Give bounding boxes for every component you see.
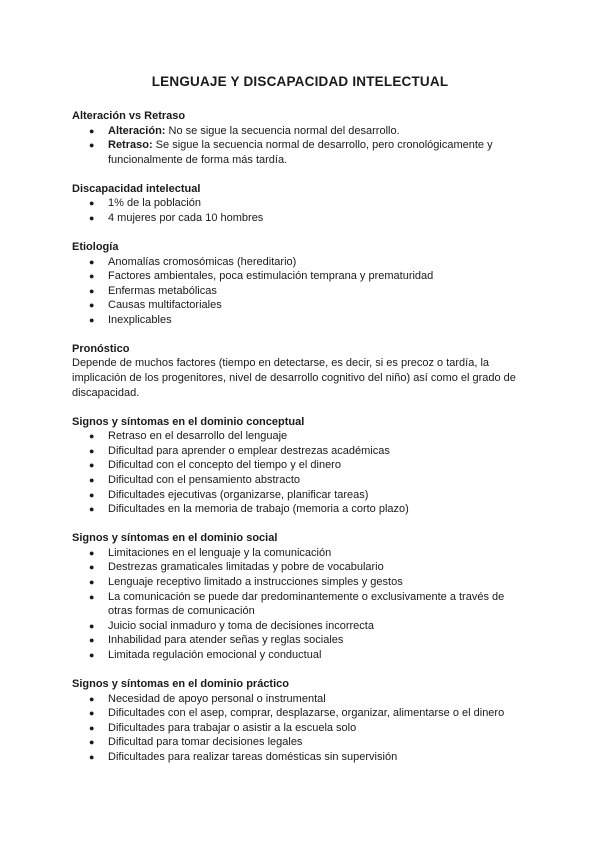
list-item-text: Causas multifactoriales <box>108 299 222 312</box>
list-item <box>72 124 522 139</box>
list-item <box>72 444 522 459</box>
section-discapacidad-intelectual <box>72 182 522 226</box>
list-item <box>72 575 522 590</box>
list-item <box>72 196 522 211</box>
bullet-icon: ● <box>89 547 95 558</box>
section-paragraph: Depende de muchos factores (tiempo en detectarse, es decir, si es precoz o tardía, la implicación de los progenitores, nivel de desarrollo cognitivo del niño) así como el grado de discapacidad. <box>72 357 516 399</box>
list-item-text: La comunicación se puede dar predominantemente o exclusivamente a través de otras formas de comunicación <box>108 590 505 618</box>
bullet-icon: ● <box>89 562 95 573</box>
list-item <box>72 298 522 313</box>
bullet-icon: ● <box>89 635 95 646</box>
bullet-icon: ● <box>89 504 95 515</box>
section-heading: Pronóstico <box>72 342 130 355</box>
section-dominio-conceptual <box>72 415 522 517</box>
bullet-list <box>72 692 522 765</box>
bullet-icon: ● <box>89 591 95 602</box>
bullet-icon: ● <box>89 576 95 587</box>
list-item <box>72 648 522 663</box>
list-item <box>72 458 522 473</box>
bullet-icon: ● <box>89 300 95 311</box>
list-item-text: Necesidad de apoyo personal o instrumental <box>108 692 326 705</box>
list-item <box>72 138 522 167</box>
bullet-icon: ● <box>89 271 95 282</box>
document-title: LENGUAJE Y DISCAPACIDAD INTELECTUAL <box>151 74 449 89</box>
list-item <box>72 560 522 575</box>
list-item-text: Limitada regulación emocional y conductual <box>108 648 322 661</box>
list-item-text: Dificultades con el asep, comprar, desplazarse, organizar, alimentarse o el dinero <box>108 707 505 720</box>
list-item-text: Dificultades en la memoria de trabajo (memoria a corto plazo) <box>108 503 409 516</box>
list-item-text: Dificultad para tomar decisiones legales <box>108 736 303 749</box>
list-item-text: Inexplicables <box>108 313 172 326</box>
list-item <box>72 735 522 750</box>
section-heading: Etiología <box>72 240 119 253</box>
list-item-text: Enfermas metabólicas <box>108 284 217 297</box>
list-item-text: Se sigue la secuencia normal de desarrollo, pero cronológicamente y funcionalmente de forma más tardía. <box>108 139 493 166</box>
bullet-icon: ● <box>89 256 95 267</box>
bullet-icon: ● <box>89 751 95 762</box>
list-item-text: Destrezas gramaticales limitadas y pobre de vocabulario <box>108 561 384 574</box>
list-item-text: Dificultades ejecutivas (organizarse, planificar tareas) <box>108 488 369 501</box>
list-item-text: Factores ambientales, poca estimulación temprana y prematuridad <box>108 270 434 283</box>
list-item-text: 1% de la población <box>108 197 201 210</box>
list-item-text: Inhabilidad para atender señas y reglas sociales <box>108 634 344 647</box>
list-item-text: Dificultad con el pensamiento abstracto <box>108 474 300 487</box>
term-label: Retraso: <box>108 139 153 152</box>
bullet-icon: ● <box>89 708 95 719</box>
section-heading: Signos y síntomas en el dominio conceptual <box>72 415 305 428</box>
bullet-icon: ● <box>89 198 95 209</box>
section-dominio-social <box>72 531 522 662</box>
bullet-icon: ● <box>89 489 95 500</box>
list-item <box>72 590 522 619</box>
list-item-text: Retraso en el desarrollo del lenguaje <box>108 430 288 443</box>
bullet-icon: ● <box>89 285 95 296</box>
bullet-icon: ● <box>89 212 95 223</box>
list-item <box>72 269 522 284</box>
list-item-text: Anomalías cromosómicas (hereditario) <box>108 255 297 268</box>
bullet-list <box>72 196 522 225</box>
bullet-list <box>72 255 522 328</box>
bullet-icon: ● <box>89 693 95 704</box>
list-item-text: Limitaciones en el lenguaje y la comunicación <box>108 546 332 559</box>
list-item <box>72 633 522 648</box>
list-item <box>72 619 522 634</box>
list-item-text: Lenguaje receptivo limitado a instrucciones simples y gestos <box>108 575 403 588</box>
list-item-text: Dificultades para realizar tareas domésticas sin supervisión <box>108 750 398 763</box>
bullet-list <box>72 124 522 168</box>
section-heading: Signos y síntomas en el dominio social <box>72 532 278 545</box>
section-heading: Alteración vs Retraso <box>72 110 186 122</box>
list-item <box>72 706 522 721</box>
list-item <box>72 721 522 736</box>
bullet-icon: ● <box>89 722 95 733</box>
bullet-icon: ● <box>89 649 95 660</box>
list-item-text: 4 mujeres por cada 10 hombres <box>108 211 264 224</box>
list-item <box>72 255 522 270</box>
bullet-icon: ● <box>89 475 95 486</box>
bullet-list <box>72 429 522 517</box>
bullet-icon: ● <box>89 314 95 325</box>
bullet-icon: ● <box>89 445 95 456</box>
list-item-text: Dificultades para trabajar o asistir a la escuela solo <box>108 721 357 734</box>
bullet-icon: ● <box>89 431 95 442</box>
section-alteracion-retraso <box>72 109 522 167</box>
section-pronostico <box>72 342 522 400</box>
bullet-list <box>72 546 522 663</box>
bullet-icon: ● <box>89 737 95 748</box>
bullet-icon: ● <box>89 140 95 151</box>
list-item <box>72 284 522 299</box>
bullet-icon: ● <box>89 125 95 136</box>
list-item <box>72 429 522 444</box>
list-item-text: Dificultad con el concepto del tiempo y el dinero <box>108 459 341 472</box>
section-heading: Discapacidad intelectual <box>72 182 201 195</box>
section-dominio-practico <box>72 677 522 765</box>
list-item <box>72 488 522 503</box>
list-item <box>72 473 522 488</box>
list-item-text: Juicio social inmaduro y toma de decisiones incorrecta <box>108 619 374 632</box>
list-item <box>72 546 522 561</box>
bullet-icon: ● <box>89 620 95 631</box>
bullet-icon: ● <box>89 460 95 471</box>
list-item-text: No se sigue la secuencia normal del desarrollo. <box>165 124 400 137</box>
list-item-text: Dificultad para aprender o emplear destrezas académicas <box>108 444 390 457</box>
term-label: Alteración: <box>108 124 166 137</box>
document-body <box>72 109 522 779</box>
list-item <box>72 502 522 517</box>
list-item <box>72 313 522 328</box>
list-item <box>72 692 522 707</box>
list-item <box>72 750 522 765</box>
section-etiologia <box>72 240 522 328</box>
section-heading: Signos y síntomas en el dominio práctico <box>72 677 289 690</box>
list-item <box>72 211 522 226</box>
